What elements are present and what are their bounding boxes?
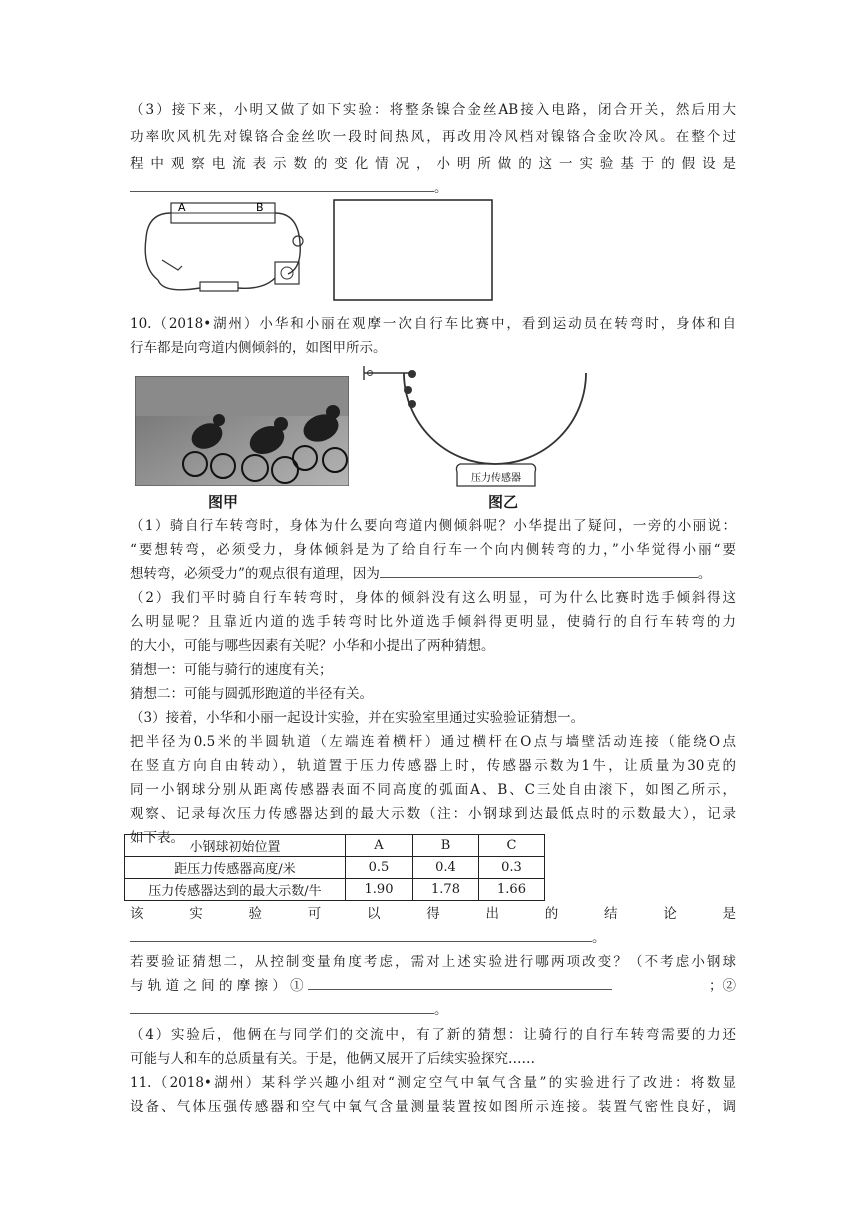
q9-line: （3）接下来，小明又做了如下实验：将整条镍合金丝AB接入电路，闭合开关，然后用大	[130, 102, 736, 118]
q10-line: 把半径为0.5米的半圆轨道（左端连着横杆）通过横杆在O点与墙壁活动连接（能绕O点	[130, 734, 736, 750]
sensor-label: 压力传感器	[471, 473, 521, 484]
caption-jia: 图甲	[208, 493, 239, 511]
table-row	[125, 835, 545, 857]
table-cell: 距压力传感器高度/米	[125, 857, 346, 879]
q10-line: 若要验证猜想二，从控制变量角度考虑，需对上述实验进行哪两项改变？（不考虑小钢球	[130, 954, 736, 970]
q10-line: 在竖直方向自由转动），轨道置于压力传感器上时，传感器示数为1牛，让质量为30克的	[130, 758, 736, 774]
semicircle-track-diagram	[360, 360, 596, 494]
q11-line: 设备、气体压强传感器和空气中氧气含量测量装置按如图所示连接。装置气密性良好，调	[130, 1099, 736, 1115]
answer-blank[interactable]	[130, 177, 434, 192]
q10-line: （1）骑自行车转弯时，身体为什么要向弯道内侧倾斜呢？小华提出了疑问，一旁的小丽说：	[130, 518, 736, 534]
label-a: A	[178, 201, 186, 214]
q10-line: 同一小钢球分别从距离传感器表面不同高度的弧面A、B、C三处自由滚下，如图乙所示，	[130, 782, 736, 798]
table-cell: 小钢球初始位置	[125, 835, 346, 857]
q10-line: 可能与人和车的总质量有关。于是，他俩又展开了后续实验探究……	[130, 1051, 535, 1067]
q10-answer-line: 与 轨 道 之 间 的 摩 擦 ） ① ；②	[130, 975, 736, 998]
caption-yi: 图乙	[488, 493, 519, 511]
table-cell: 1.66	[479, 879, 545, 901]
q10-line: 的大小，可能与哪些因素有关呢？小华和小提出了两种猜想。	[130, 638, 495, 654]
table-row	[125, 857, 545, 879]
q10-line: 行车都是向弯道内侧倾斜的，如图甲所示。	[130, 340, 387, 356]
q10-line: （3）接着，小华和小丽一起设计实验，并在实验室里通过实验验证猜想一。	[130, 710, 585, 726]
q9-answer-line: 。	[130, 177, 736, 200]
answer-blank-2[interactable]	[130, 999, 434, 1014]
table-cell: 压力传感器达到的最大示数/牛	[125, 879, 346, 901]
circuit-diagram	[138, 198, 320, 302]
q10-answer-line: 。	[130, 999, 736, 1022]
answer-blank[interactable]	[130, 927, 592, 942]
q10-line: 如下表。	[130, 830, 184, 846]
table-cell: A	[346, 835, 413, 857]
q10-answer-line: 。	[130, 927, 736, 950]
table-cell: 0.3	[479, 857, 545, 879]
guess-one: 猜想一：可能与骑行的速度有关；	[130, 662, 333, 678]
guess-two: 猜想二：可能与圆弧形跑道的半径有关。	[130, 686, 373, 702]
table-row	[125, 879, 545, 901]
q10-line: “要想转弯，必须受力，身体倾斜是为了给自行车一个向内侧转弯的力，”小华觉得小丽“要	[130, 542, 736, 558]
q9-line: 程中观察电流表示数的变化情况，小明所做的这一实验基于的假设是	[130, 156, 736, 172]
q10-line: 么明显呢？且靠近内道的选手转弯时比外道选手倾斜得更明显，使骑行的自行车转弯的力	[130, 614, 736, 630]
conclusion-prompt: 该 实 验 可 以 得 出 的 结 论 是	[130, 906, 736, 922]
answer-blank-1[interactable]	[308, 975, 612, 990]
answer-blank[interactable]	[380, 563, 698, 578]
table-cell: 0.5	[346, 857, 413, 879]
q10-answer-line: 想转弯，必须受力”的观点很有道理，因为 。	[130, 563, 736, 586]
data-table	[124, 834, 545, 901]
table-cell: 1.90	[346, 879, 413, 901]
table-cell: B	[413, 835, 479, 857]
table-cell: 1.78	[413, 879, 479, 901]
blank-drawing-box	[333, 199, 493, 301]
q10-line: 10.（2018•湖州）小华和小丽在观摩一次自行车比赛中，看到运动员在转弯时，身体和自	[130, 316, 736, 332]
table-cell: 0.4	[413, 857, 479, 879]
q10-line: （4）实验后，他俩在与同学们的交流中，有了新的猜想：让骑行的自行车转弯需要的力还	[130, 1027, 736, 1043]
label-b: B	[256, 201, 264, 214]
q10-line: 观察、记录每次压力传感器达到的最大示数（注：小钢球到达最低点时的示数最大），记录	[130, 806, 736, 822]
q10-line: （2）我们平时骑自行车转弯时，身体的倾斜没有这么明显，可为什么比赛时选手倾斜得这	[130, 590, 736, 606]
q11-line: 11.（2018•湖州）某科学兴趣小组对“测定空气中氧气含量”的实验进行了改进：将数显	[130, 1075, 736, 1091]
cyclists-photo	[135, 376, 349, 486]
table-cell: C	[479, 835, 545, 857]
q9-line: 功率吹风机先对镍铬合金丝吹一段时间热风，再改用冷风档对镍铬合金吹冷风。在整个过	[130, 129, 736, 145]
